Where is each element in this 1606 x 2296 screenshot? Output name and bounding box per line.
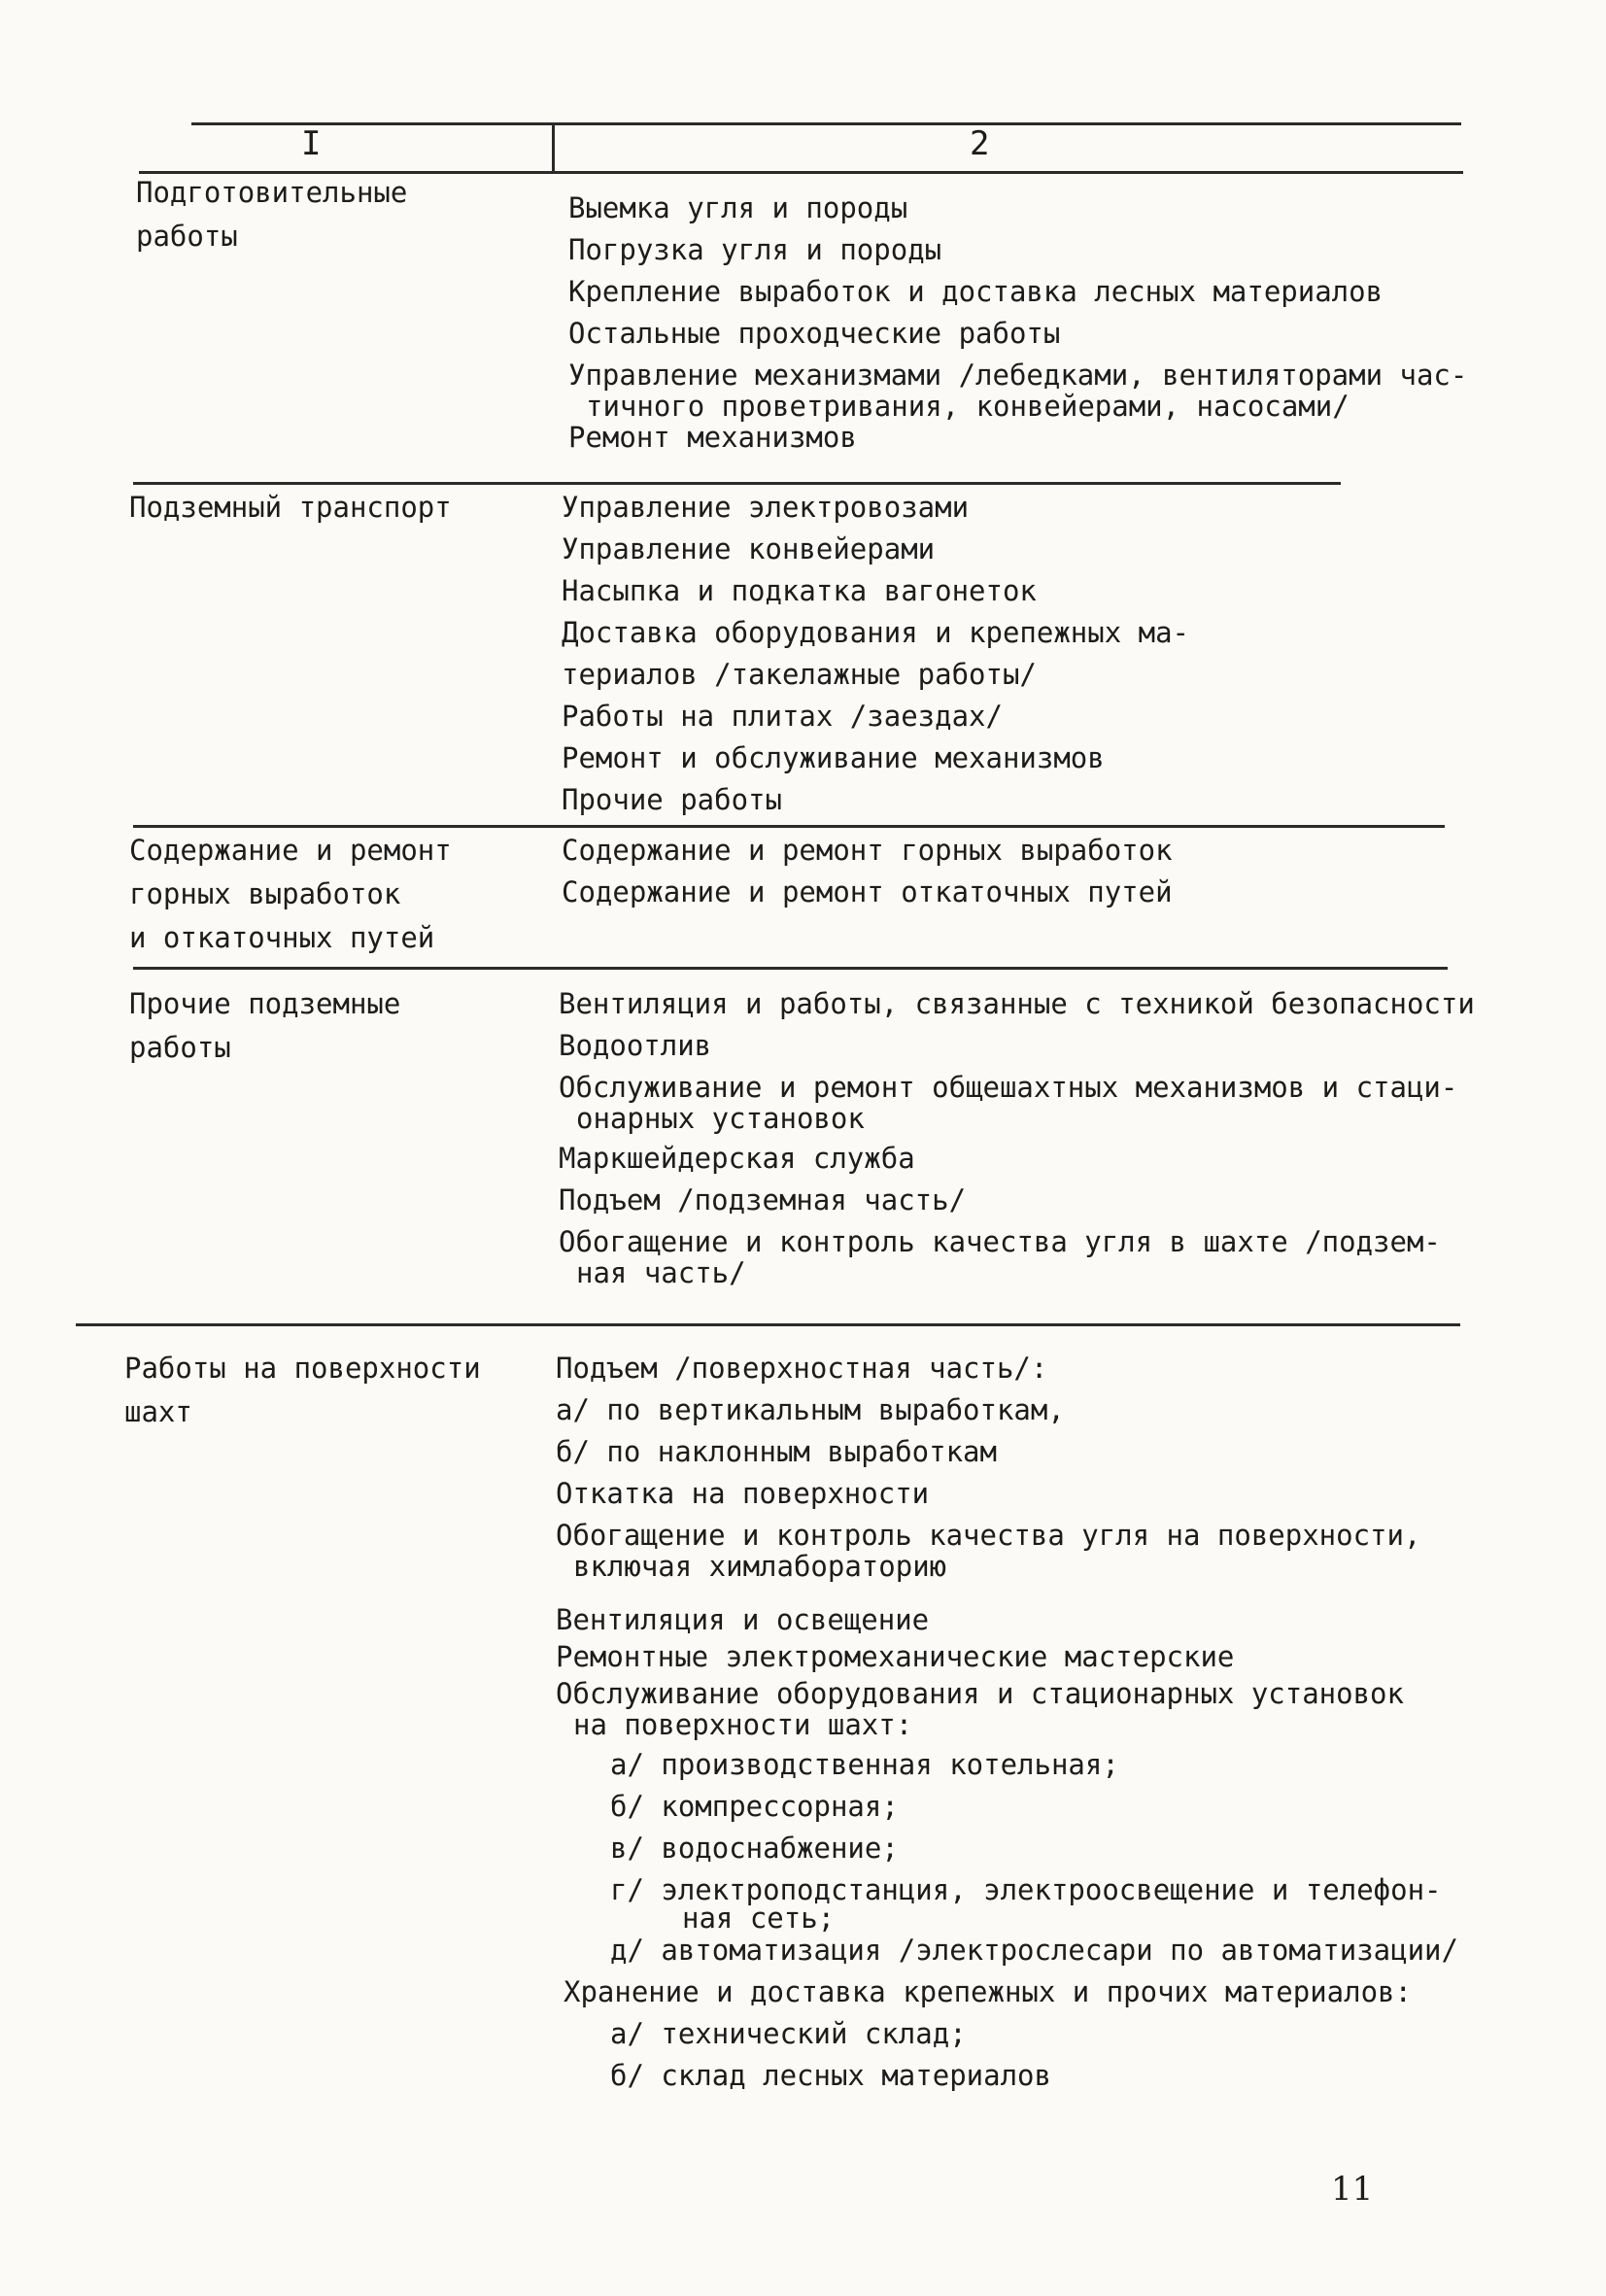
section-divider-3: [133, 967, 1448, 970]
item-text: Содержание и ремонт горных выработок: [562, 834, 1173, 867]
list-item: [562, 491, 1533, 524]
item-continuation: включая химлабораторию: [573, 1550, 947, 1583]
list-item: [568, 317, 1540, 350]
item-text: Обогащение и контроль качества угля в шахте /подзем-: [559, 1225, 1441, 1258]
item-text: б/ склад лесных материалов: [610, 2059, 1051, 2092]
list-item: [556, 1393, 1527, 1426]
list-item: [556, 1748, 1527, 1781]
list-item: [556, 1934, 1527, 1967]
item-text: Откатка на поверхности: [556, 1477, 930, 1510]
section-title-line: шахт: [124, 1395, 192, 1428]
list-item: [556, 1435, 1527, 1468]
item-text: Управление конвейерами: [562, 532, 936, 565]
list-item: [559, 1225, 1530, 1287]
item-text: а/ по вертикальным выработкам,: [556, 1393, 1065, 1426]
item-text: Обогащение и контроль качества угля на поверхности,: [556, 1519, 1421, 1552]
item-text: Ремонт механизмов: [568, 421, 857, 454]
list-item: [568, 421, 1540, 454]
item-text: Обслуживание оборудования и стационарных установок: [556, 1677, 1404, 1710]
section-title: [129, 486, 537, 530]
section-title: [136, 171, 544, 258]
item-text: а/ технический склад;: [610, 2017, 967, 2050]
list-item: [568, 359, 1540, 421]
list-item: [562, 875, 1533, 908]
section-title: [124, 1347, 532, 1434]
list-item: [556, 1677, 1527, 1739]
list-item: [559, 1029, 1530, 1062]
list-item: [562, 700, 1533, 733]
header-column-divider: [552, 122, 555, 173]
item-text: Обслуживание и ремонт общешахтных механизмов и стаци-: [559, 1071, 1458, 1104]
item-text: Погрузка угля и породы: [568, 233, 942, 266]
list-item: [562, 532, 1533, 565]
item-text: Крепление выработок и доставка лесных материалов: [568, 275, 1384, 308]
list-item: [562, 741, 1533, 774]
item-text: Вентиляция и работы, связанные с техникой безопасности: [559, 987, 1475, 1020]
section-title-line: и откаточных путей: [129, 921, 435, 954]
section-title: [129, 829, 537, 960]
section-items: [568, 191, 1540, 463]
section-divider-2: [133, 825, 1445, 828]
list-item: [562, 658, 1533, 691]
section-title-line: Подземный транспорт: [129, 491, 452, 524]
item-text: Выемка угля и породы: [568, 191, 908, 224]
list-item: [556, 1790, 1527, 1823]
list-item: [559, 1071, 1530, 1133]
list-item: [559, 1142, 1530, 1175]
item-continuation: ная сеть;: [682, 1902, 836, 1935]
list-item: [556, 1477, 1527, 1510]
item-text: Управление электровозами: [562, 491, 970, 524]
list-item: [568, 275, 1540, 308]
section-title-line: работы: [129, 1031, 231, 1064]
item-text: Доставка оборудования и крепежных ма-: [562, 616, 1190, 649]
page-number: 11: [1331, 2170, 1374, 2209]
item-text: Водоотлив: [559, 1029, 712, 1062]
item-text: Работы на плитах /заездах/: [562, 700, 1003, 733]
item-text: Ремонт и обслуживание механизмов: [562, 741, 1105, 774]
section-title-line: работы: [136, 220, 238, 253]
list-item: [556, 1975, 1527, 2008]
item-text: д/ автоматизация /электрослесари по автоматизации/: [610, 1934, 1458, 1967]
item-text: Маркшейдерская служба: [559, 1142, 915, 1175]
list-item: [559, 1183, 1530, 1217]
list-item: [562, 783, 1533, 816]
item-continuation: онарных установок: [576, 1102, 865, 1135]
section-divider-4: [76, 1323, 1460, 1326]
item-text: б/ по наклонным выработкам: [556, 1435, 997, 1468]
list-item: [562, 834, 1533, 867]
item-text: Подъем /подземная часть/: [559, 1183, 967, 1217]
list-item: [559, 987, 1530, 1020]
item-continuation: тичного проветривания, конвейерами, насосами/: [586, 390, 1350, 423]
item-continuation: на поверхности шахт:: [573, 1708, 913, 1741]
list-item: [562, 574, 1533, 607]
header-top-rule: [191, 122, 1461, 125]
item-text: Прочие работы: [562, 783, 782, 816]
item-continuation: ная часть/: [576, 1256, 746, 1289]
section-items: [559, 987, 1530, 1296]
list-item: [556, 1640, 1527, 1673]
item-text: Управление механизмами /лебедками, вентиляторами час-: [568, 359, 1468, 392]
list-item: [556, 2017, 1527, 2050]
item-text: Хранение и доставка крепежных и прочих материалов:: [564, 1975, 1412, 2008]
list-item: [556, 1832, 1527, 1865]
item-text: г/ электроподстанция, электроосвещение и телефон-: [610, 1873, 1442, 1906]
item-text: Вентиляция и освещение: [556, 1603, 930, 1636]
section-divider-1: [133, 482, 1341, 485]
list-item: [556, 1352, 1527, 1385]
list-item: [568, 191, 1540, 224]
section-title-line: Содержание и ремонт: [129, 834, 452, 867]
section-items: [556, 1352, 1527, 2101]
item-text: в/ водоснабжение;: [610, 1832, 899, 1865]
list-item: [556, 1603, 1527, 1636]
item-text: Остальные проходческие работы: [568, 317, 1061, 350]
header-col1-label: I: [301, 124, 322, 163]
section-items: [562, 834, 1533, 917]
list-item: [556, 1873, 1527, 1935]
section-title-line: Работы на поверхности: [124, 1352, 481, 1385]
list-item: [556, 1519, 1527, 1581]
list-item: [556, 2059, 1527, 2092]
section-title-line: Прочие подземные: [129, 987, 401, 1020]
item-text: Насыпка и подкатка вагонеток: [562, 574, 1037, 607]
item-text: Подъем /поверхностная часть/:: [556, 1352, 1048, 1385]
section-title-line: горных выработок: [129, 877, 401, 910]
item-text: б/ компрессорная;: [610, 1790, 899, 1823]
spacer: [556, 1590, 1527, 1603]
item-text: Ремонтные электромеханические мастерские: [556, 1640, 1235, 1673]
section-items: [562, 491, 1533, 825]
section-title-line: Подготовительные: [136, 176, 408, 209]
item-text: а/ производственная котельная;: [610, 1748, 1119, 1781]
list-item: [568, 233, 1540, 266]
item-text: Содержание и ремонт откаточных путей: [562, 875, 1173, 908]
item-text: териалов /такелажные работы/: [562, 658, 1037, 691]
section-title: [129, 982, 537, 1070]
header-col2-label: 2: [970, 124, 990, 163]
list-item: [562, 616, 1533, 649]
